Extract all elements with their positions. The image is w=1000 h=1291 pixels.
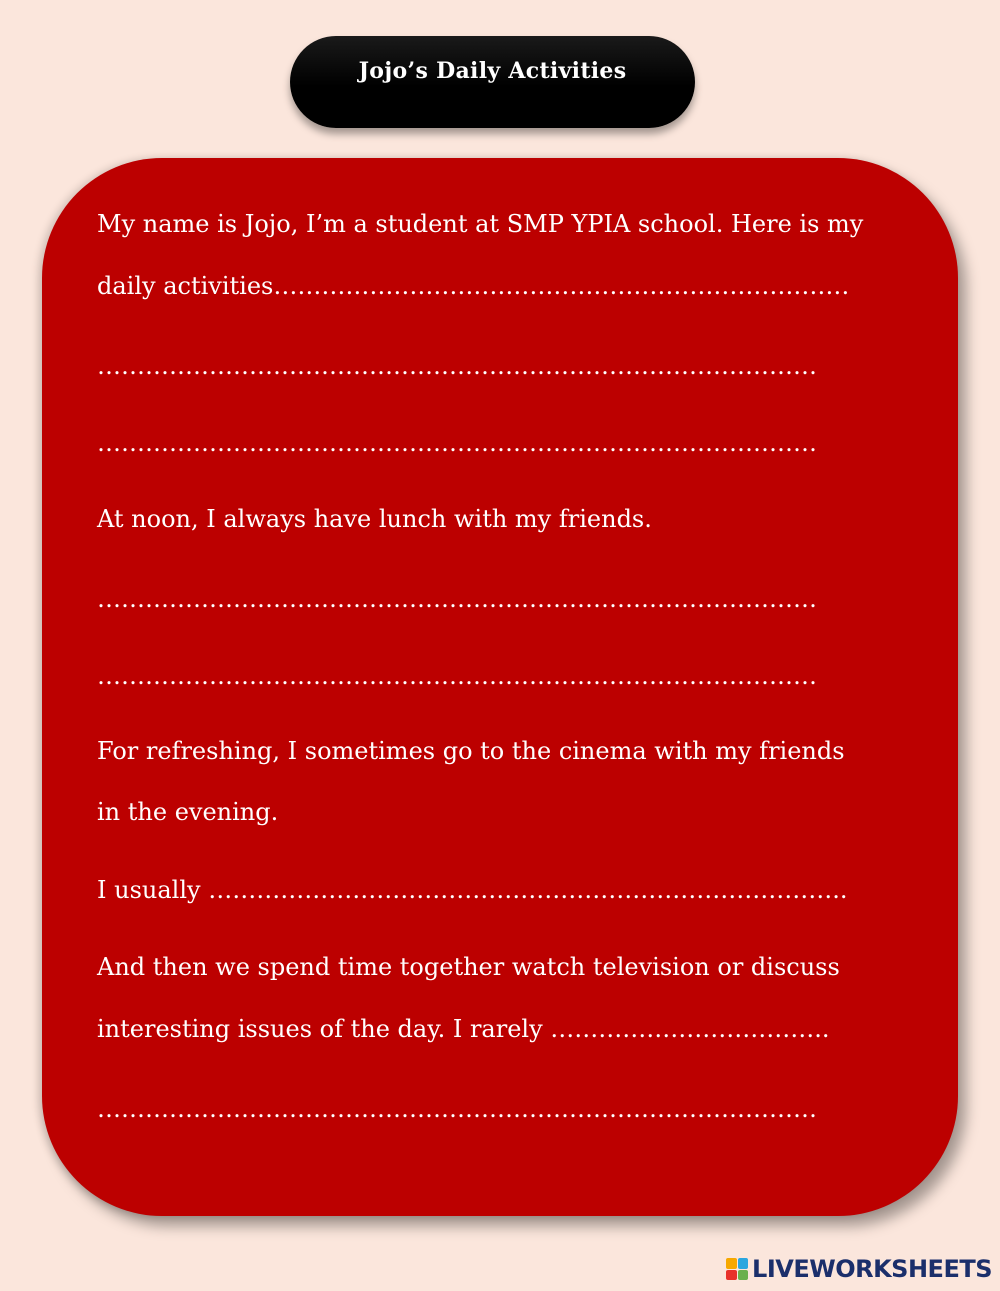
liveworksheets-logo-icon bbox=[726, 1258, 748, 1280]
text-line-1: My name is Jojo, I’m a student at SMP YPIA school. Here is my bbox=[97, 210, 864, 238]
logo-text: LIVEWORKSHEETS bbox=[752, 1255, 992, 1283]
blank-line-4: ……………………………………………………………………………… bbox=[97, 662, 817, 690]
blank-line-1: ……………………………………………………………………………… bbox=[97, 352, 817, 380]
liveworksheets-logo bbox=[726, 1254, 992, 1284]
text-line-2: daily activities……………………………………………………………… bbox=[97, 272, 850, 300]
text-line-refreshing: For refreshing, I sometimes go to the cinema with my friends bbox=[97, 737, 845, 765]
text-line-rarely: interesting issues of the day. I rarely …………………………….. bbox=[97, 1015, 830, 1043]
title-banner bbox=[290, 36, 695, 128]
blank-line-2: ……………………………………………………………………………… bbox=[97, 429, 817, 457]
text-line-noon: At noon, I always have lunch with my friends. bbox=[97, 505, 652, 533]
blank-line-5: ……………………………………………………………………………… bbox=[97, 1095, 817, 1123]
blank-line-3: ……………………………………………………………………………… bbox=[97, 585, 817, 613]
text-line-and-then: And then we spend time together watch television or discuss bbox=[97, 953, 840, 981]
text-line-usually: I usually …………………………………………………………………….. bbox=[97, 876, 848, 904]
page-title: Jojo’s Daily Activities bbox=[358, 58, 627, 84]
text-line-evening: in the evening. bbox=[97, 798, 279, 826]
